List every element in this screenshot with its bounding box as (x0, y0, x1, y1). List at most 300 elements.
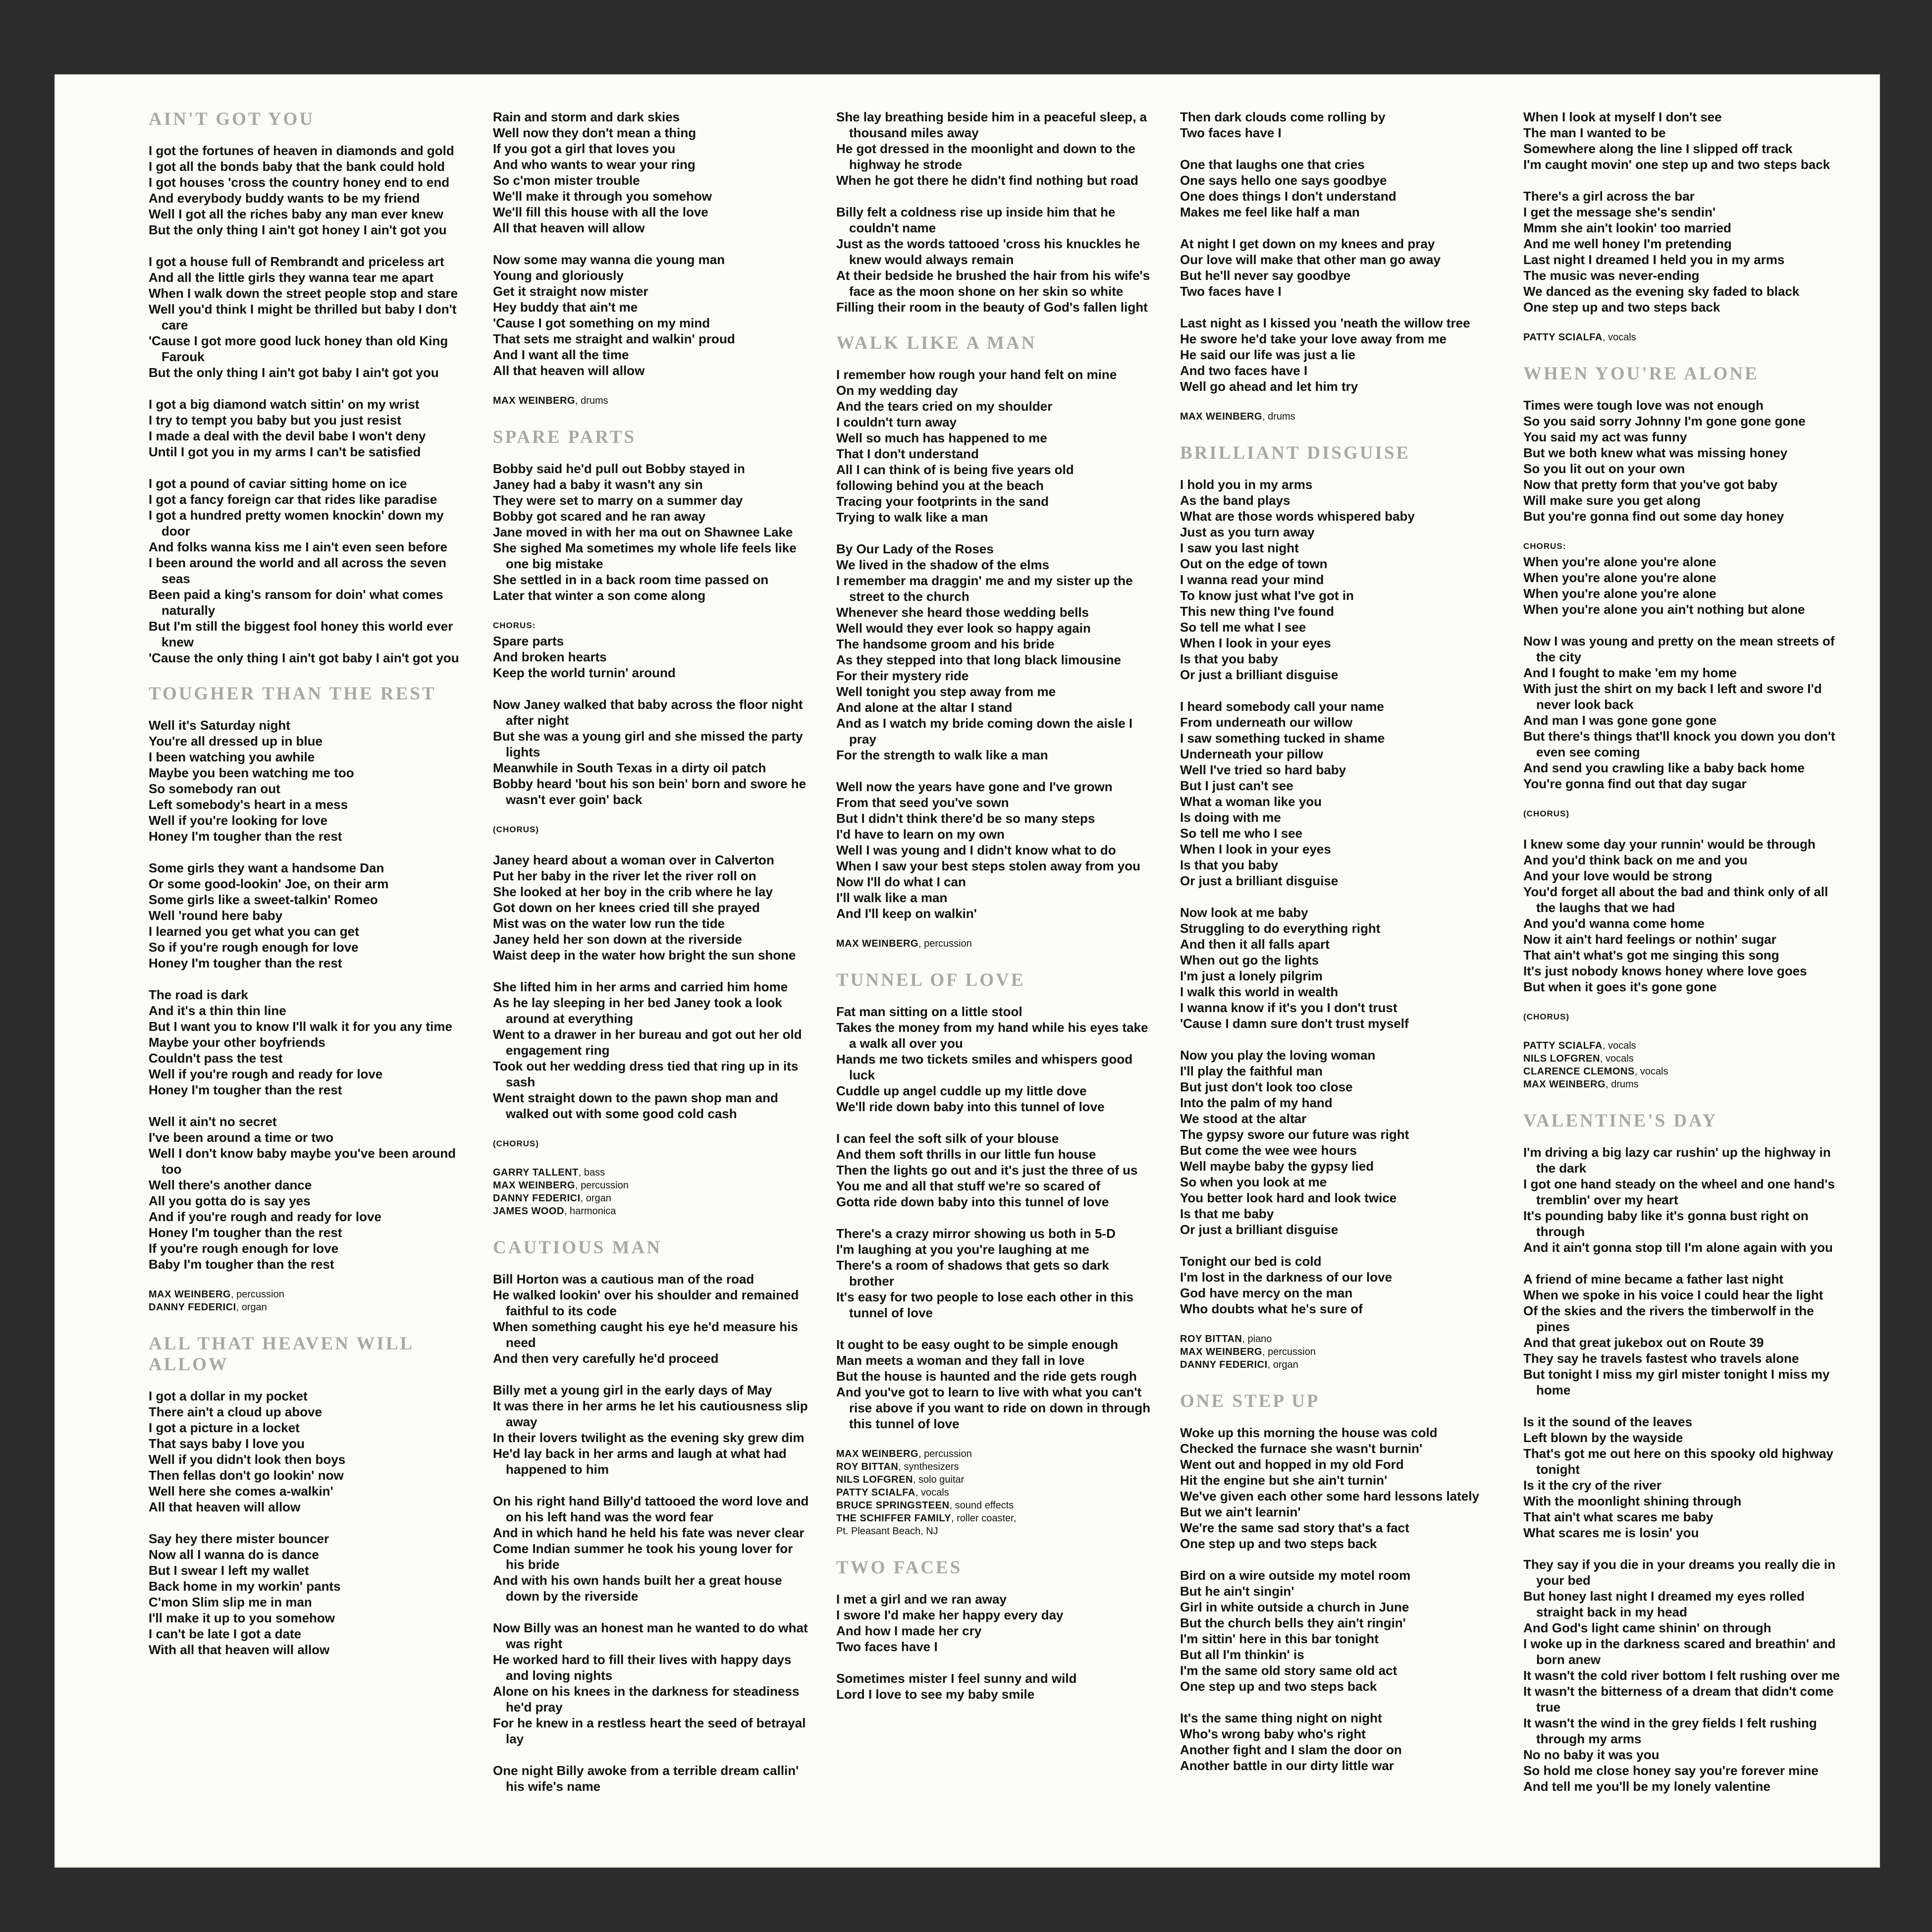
lyric-line: One step up and two steps back (1523, 300, 1720, 315)
lyric-line: I got a pound of caviar sitting home on ice (149, 476, 407, 491)
lyric-line: And alone at the altar I stand (836, 700, 1013, 715)
lyric-line: Underneath your pillow (1180, 747, 1323, 761)
credit-name: PATTY SCIALFA (1523, 332, 1603, 343)
lyric-line: And God's light came shinin' on through (1523, 1620, 1771, 1635)
lyric-line: And folks wanna kiss me I ain't even seen before (149, 539, 447, 554)
lyric-line: One night Billy awoke from a terrible dream callin' his wife's name (493, 1763, 799, 1794)
lyric-line: Well it's Saturday night (149, 718, 290, 733)
credit-line (1523, 331, 1840, 344)
song-block (149, 684, 466, 1314)
song-title: TWO FACES (836, 1557, 963, 1578)
lyric-line: Is doing with me (1180, 810, 1281, 825)
lyric-line: And broken hearts (493, 649, 607, 664)
lyric-line: Now some may wanna die young man (493, 252, 725, 267)
lyric-line: Filling their room in the beauty of God's fallen light (836, 300, 1148, 315)
lyric-line: I got a picture in a locket (149, 1420, 300, 1435)
lyric-line: Later that winter a son come along (493, 588, 706, 603)
lyric-line: To know just what I've got in (1180, 588, 1354, 603)
lyric-line: And as I watch my bride coming down the aisle I pray (836, 716, 1133, 747)
stanza (149, 1531, 466, 1658)
lyric-line: Two faces have I (836, 1639, 938, 1654)
lyric-line: But when it goes it's gone gone (1523, 979, 1717, 994)
stanza (1523, 188, 1840, 315)
stanza (1523, 397, 1840, 524)
credit-role: , drums (1606, 1079, 1639, 1090)
credit-role: , sound effects (949, 1500, 1014, 1511)
credit-line (493, 394, 810, 407)
credits (149, 1288, 466, 1314)
lyric-line: But he'll never say goodbye (1180, 268, 1351, 283)
credit-role: , roller coaster, (951, 1513, 1017, 1524)
lyric-line: When out go the lights (1180, 953, 1319, 967)
lyric-line: I can feel the soft silk of your blouse (836, 1131, 1059, 1146)
lyric-line: Now I was young and pretty on the mean streets of the city (1523, 634, 1835, 664)
lyric-line: By Our Lady of the Roses (836, 541, 994, 556)
lyric-line: Or just a brilliant disguise (1180, 1222, 1339, 1237)
lyric-line: Jane moved in with her ma out on Shawnee Lake (493, 525, 793, 539)
lyric-line: I've been around a time or two (149, 1130, 334, 1145)
lyric-line: But we ain't learnin' (1180, 1504, 1301, 1519)
lyric-line: I knew some day your runnin' would be through (1523, 837, 1816, 852)
lyric-line: Two faces have I (1180, 125, 1282, 140)
lyric-line: Girl in white outside a church in June (1180, 1600, 1409, 1614)
lyric-line: So somebody ran out (149, 781, 280, 796)
stanza (1180, 698, 1497, 889)
lyric-line: C'mon Slim slip me in man (149, 1595, 312, 1610)
stanza (1523, 633, 1840, 792)
lyric-line: Hands me two tickets smiles and whispers good luck (836, 1052, 1133, 1082)
lyric-line: Bobby said he'd pull out Bobby stayed in (493, 461, 745, 476)
lyric-line: I remember ma draggin' me and my sister up the street to the church (836, 573, 1133, 604)
lyric-line: She sighed Ma sometimes my whole life feels like one big mistake (493, 540, 797, 571)
song-block (149, 109, 466, 666)
lyric-line: That ain't what's got me singing this song (1523, 948, 1779, 963)
lyric-line: Well maybe baby the gypsy lied (1180, 1159, 1374, 1174)
stanza (1523, 1144, 1840, 1255)
song-block (1523, 109, 1840, 344)
credit-line (836, 1473, 1153, 1486)
lyric-line: They say if you die in your dreams you really die in your bed (1523, 1557, 1835, 1588)
lyric-line: Spare parts (493, 634, 564, 648)
lyric-line: It ought to be easy ought to be simple enough (836, 1337, 1119, 1352)
lyric-line: You better look hard and look twice (1180, 1190, 1397, 1205)
stanza (836, 1130, 1153, 1210)
credit-role: Pt. Pleasant Beach, NJ (836, 1526, 938, 1537)
song-title: SPARE PARTS (493, 427, 637, 447)
lyric-line: Sometimes mister I feel sunny and wild (836, 1671, 1077, 1686)
credit-name: MAX WEINBERG (836, 1449, 918, 1459)
lyric-line: Who doubts what he's sure of (1180, 1301, 1363, 1316)
lyric-line: I got all the bonds baby that the bank could hold (149, 159, 445, 174)
lyric-line: I got a house full of Rembrandt and priceless art (149, 254, 444, 269)
stanza (836, 1226, 1153, 1321)
lyric-line: I'm just a lonely pilgrim (1180, 968, 1323, 983)
lyric-line: I woke up in the darkness scared and breathin' and born anew (1523, 1636, 1836, 1667)
lyric-line: And two faces have I (1180, 363, 1308, 378)
lyric-line: Rain and storm and dark skies (493, 109, 680, 124)
stanza (149, 1388, 466, 1515)
lyric-line: From underneath our willow (1180, 715, 1353, 730)
column-4 (1180, 109, 1497, 1791)
lyric-line: She looked at her boy in the crib where he lay (493, 884, 773, 899)
credit-line (1180, 1345, 1497, 1358)
lyric-line: Our love will make that other man go away (1180, 252, 1441, 267)
lyric-line: Billy felt a coldness rise up inside him that he couldn't name (836, 205, 1116, 235)
stanza (149, 476, 466, 666)
lyric-line: Well if you're looking for love (149, 813, 328, 828)
song-block (1180, 443, 1497, 1371)
stanza (836, 1337, 1153, 1432)
lyric-line: It's pounding baby like it's gonna bust right on through (1523, 1208, 1809, 1239)
lyric-line: As he lay sleeping in her bed Janey took a look around at everything (493, 995, 782, 1026)
lyric-line: I met a girl and we ran away (836, 1592, 1007, 1607)
credits (836, 1448, 1153, 1538)
stanza (1523, 1414, 1840, 1541)
credit-name: NILS LOFGREN (836, 1474, 913, 1485)
lyric-line: Then the lights go out and it's just the three of us (836, 1163, 1138, 1178)
stanza (1180, 477, 1497, 683)
credit-role: , percussion (231, 1289, 284, 1300)
lyric-line: There's a crazy mirror showing us both in 5-D (836, 1226, 1116, 1241)
song-block (493, 109, 810, 407)
lyric-line: Well I was young and I didn't know what to do (836, 843, 1116, 858)
lyric-line: I heard somebody call your name (1180, 699, 1384, 714)
stanza (493, 1620, 810, 1747)
song-title: ALL THAT HEAVEN WILL ALLOW (149, 1334, 414, 1375)
stanza (493, 852, 810, 963)
lyric-line: Bird on a wire outside my motel room (1180, 1568, 1411, 1583)
lyric-line: A friend of mine became a father last night (1523, 1272, 1783, 1287)
stanza (836, 204, 1153, 315)
chorus-label: (CHORUS) (1523, 809, 1569, 818)
lyric-line: And send you crawling like a baby back home (1523, 760, 1805, 775)
stanza (836, 109, 1153, 188)
lyric-line: You said my act was funny (1523, 429, 1687, 444)
lyric-line: So when you look at me (1180, 1175, 1327, 1189)
lyric-line: And then it all falls apart (1180, 937, 1330, 952)
credit-role: , bass (578, 1167, 605, 1178)
lyric-line: The gypsy swore our future was right (1180, 1127, 1409, 1142)
lyric-line: With just the shirt on my back I left and swore I'd never look back (1523, 681, 1822, 712)
lyric-line: Now look at me baby (1180, 905, 1308, 920)
lyric-line: Is that you baby (1180, 651, 1278, 666)
lyric-line: And that great jukebox out on Route 39 (1523, 1335, 1764, 1350)
lyric-line: Waist deep in the water how bright the sun shone (493, 948, 796, 963)
lyric-line: 'Cause I damn sure don't trust myself (1180, 1016, 1409, 1031)
credit-role: , piano (1242, 1334, 1272, 1344)
credit-role: , vocals (1634, 1066, 1668, 1077)
lyric-line: And me well honey I'm pretending (1523, 236, 1732, 251)
lyric-line: Hit the engine but she ain't turnin' (1180, 1473, 1388, 1488)
stanza (1523, 807, 1840, 820)
lyric-line: You're gonna find out that day sugar (1523, 776, 1747, 791)
lyric-line: Young and gloriously (493, 268, 624, 283)
lyric-line: I been around the world and all across the seven seas (149, 555, 447, 586)
credit-role: , drums (1262, 411, 1295, 422)
lyric-line: Then dark clouds come rolling by (1180, 109, 1386, 124)
lyric-line: I can't be late I got a date (149, 1626, 302, 1641)
lyric-line: Keep the world turnin' around (493, 665, 676, 680)
credit-name: JAMES WOOD (493, 1206, 564, 1217)
lyric-line: Or just a brilliant disguise (1180, 873, 1339, 888)
lyric-line: Well if you didn't look then boys (149, 1452, 346, 1467)
stanza (836, 779, 1153, 921)
lyric-line: Makes me feel like half a man (1180, 205, 1360, 219)
lyric-line: Well there's another dance (149, 1178, 312, 1192)
stanza (1180, 236, 1497, 299)
stanza (493, 619, 810, 681)
lyric-line: One step up and two steps back (1180, 1679, 1377, 1694)
lyric-line: The handsome groom and his bride (836, 637, 1055, 651)
lyric-line: I swore I'd make her happy every day (836, 1608, 1064, 1622)
lyric-line: Went to a drawer in her bureau and got out her old engagement ring (493, 1027, 802, 1058)
lyric-line: And all the little girls they wanna tear me apart (149, 270, 434, 285)
lyric-line: Just as the words tattooed 'cross his knuckles he knew would always remain (836, 236, 1140, 267)
lyric-line: Honey I'm tougher than the rest (149, 1082, 342, 1097)
song-title: VALENTINE'S DAY (1523, 1111, 1718, 1131)
lyric-line: Honey I'm tougher than the rest (149, 956, 342, 970)
lyric-line: Now it ain't hard feelings or nothin' sugar (1523, 932, 1776, 947)
chorus-label: (CHORUS) (1523, 1012, 1569, 1021)
lyric-line: When he got there he didn't find nothing but road (836, 173, 1138, 188)
lyric-line: On my wedding day (836, 383, 958, 398)
lyric-line: Well here she comes a-walkin' (149, 1484, 333, 1499)
lyric-line: Well go ahead and let him try (1180, 379, 1358, 394)
song-title: CAUTIOUS MAN (493, 1237, 662, 1258)
lyric-line: We lived in the shadow of the elms (836, 557, 1050, 572)
lyric-line: When you're alone you're alone (1523, 586, 1717, 601)
lyric-line: That sets me straight and walkin' proud (493, 331, 735, 346)
stanza (149, 254, 466, 380)
song-block (836, 970, 1153, 1538)
lyric-line: I'm laughing at you you're laughing at me (836, 1242, 1089, 1257)
lyric-line: I'd have to learn on my own (836, 827, 1005, 842)
song-block (836, 109, 1153, 315)
song-block (1180, 109, 1497, 423)
lyric-line: With all that heaven will allow (149, 1642, 330, 1657)
lyric-line: Come Indian summer he took his young lover for his bride (493, 1541, 793, 1572)
credit-role: , organ (580, 1193, 611, 1204)
credit-name: GARRY TALLENT (493, 1167, 579, 1178)
credit-role: , vocals (1600, 1053, 1634, 1064)
lyric-line: I saw something tucked in shame (1180, 731, 1385, 746)
credits (493, 394, 810, 407)
lyric-line: I'm sittin' here in this bar tonight (1180, 1631, 1379, 1646)
lyric-line: Takes the money from my hand while his eyes take a walk all over you (836, 1020, 1148, 1051)
stanza (493, 979, 810, 1122)
lyric-line: Mist was on the water low run the tide (493, 916, 725, 931)
stanza (1180, 1047, 1497, 1237)
song-block (836, 1557, 1153, 1702)
lyric-line: She lifted him in her arms and carried him home (493, 979, 788, 994)
lyric-line: I made a deal with the devil babe I won't deny (149, 429, 426, 443)
lyric-line: But the only thing I ain't got honey I ain't got you (149, 222, 447, 237)
credit-role: , organ (1267, 1359, 1298, 1370)
stanza (1180, 1567, 1497, 1694)
lyric-line: Well you'd think I might be thrilled but baby I don't care (149, 302, 457, 332)
lyric-line: Been paid a king's ransom for doin' what comes naturally (149, 587, 443, 618)
credit-name: NILS LOFGREN (1523, 1053, 1600, 1064)
lyric-line: There ain't a cloud up above (149, 1404, 322, 1419)
lyric-line: That I don't understand (836, 446, 979, 461)
chorus-label: (CHORUS) (493, 1139, 539, 1148)
credit-role: , vocals (1602, 332, 1636, 343)
lyric-line: She settled in in a back room time passed on (493, 572, 769, 587)
lyric-line: There's a girl across the bar (1523, 189, 1695, 204)
lyric-line: So hold me close honey say you're forever mine (1523, 1763, 1819, 1778)
lyric-line: And with his own hands built her a great house down by the riverside (493, 1573, 782, 1604)
stanza (149, 717, 466, 844)
stanza (1523, 1011, 1840, 1023)
song-title: WALK LIKE A MAN (836, 333, 1037, 353)
lyric-line: But you're gonna find out some day honey (1523, 509, 1784, 524)
credit-line (493, 1205, 810, 1218)
lyric-line: I get the message she's sendin' (1523, 205, 1716, 219)
lyric-line: As the band plays (1180, 493, 1290, 508)
credit-line (149, 1288, 466, 1301)
lyric-line: If you're rough enough for love (149, 1241, 339, 1256)
lyric-line: Or some good-lookin' Joe, on their arm (149, 876, 389, 891)
song-title: TUNNEL OF LOVE (836, 970, 1025, 990)
lyric-line: 'Cause I got something on my mind (493, 316, 710, 330)
lyric-line: 'Cause the only thing I ain't got baby I ain't got you (149, 650, 459, 665)
lyric-line: And your love would be strong (1523, 868, 1713, 883)
lyric-line: I couldn't turn away (836, 415, 957, 429)
lyric-line: I remember how rough your hand felt on mine (836, 367, 1117, 382)
stanza (1180, 157, 1497, 220)
lyric-line: But the house is haunted and the ride gets rough (836, 1369, 1137, 1384)
lyric-line: So tell me who I see (1180, 826, 1303, 841)
lyric-line: As they stepped into that long black limousine (836, 652, 1121, 667)
lyric-line: This new thing I've found (1180, 604, 1334, 619)
stanza (1523, 109, 1840, 172)
lyric-line: Well now they don't mean a thing (493, 125, 697, 140)
lyric-line: He'd lay back in her arms and laugh at what had happened to him (493, 1446, 787, 1477)
lyric-line: Now I'll do what I can (836, 874, 966, 889)
lyric-line: Trying to walk like a man (836, 510, 988, 525)
lyric-line: I try to tempt you baby but you just resist (149, 413, 401, 428)
lyric-line: Now that pretty form that you've got baby (1523, 477, 1778, 492)
lyric-line: When I look in your eyes (1180, 636, 1331, 650)
lyric-line: You me and all that stuff we're so scared of (836, 1179, 1101, 1193)
lyric-line: And you'd wanna come home (1523, 916, 1705, 931)
stanza (493, 461, 810, 603)
lyric-line: Tracing your footprints in the sand (836, 494, 1049, 509)
lyric-line: He said our life was just a lie (1180, 347, 1356, 362)
lyric-line: If you got a girl that loves you (493, 141, 676, 156)
lyric-line: One says hello one says goodbye (1180, 173, 1387, 188)
lyric-line: But honey last night I dreamed my eyes rolled straight back in my head (1523, 1589, 1805, 1619)
lyric-line: With the moonlight shining through (1523, 1494, 1742, 1508)
stanza (1180, 905, 1497, 1031)
lyric-line: And if you're rough and ready for love (149, 1209, 381, 1224)
lyric-line: Or just a brilliant disguise (1180, 667, 1339, 682)
lyric-line: What a woman like you (1180, 794, 1322, 809)
lyric-line: God have mercy on the man (1180, 1286, 1353, 1300)
lyric-line: But there's things that'll knock you down you don't even see coming (1523, 729, 1835, 759)
stanza (149, 396, 466, 460)
lyric-line: I got a dollar in my pocket (149, 1389, 308, 1403)
lyric-line: And how I made her cry (836, 1623, 982, 1638)
credit-line (1523, 1078, 1840, 1091)
lyric-line: Couldn't pass the test (149, 1051, 283, 1066)
lyric-line: Woke up this morning the house was cold (1180, 1425, 1438, 1440)
lyric-line: Will make sure you get along (1523, 493, 1701, 508)
lyric-line: And it's a thin thin line (149, 1003, 286, 1018)
credit-line (493, 1166, 810, 1179)
credit-name: DANNY FEDERICI (493, 1193, 581, 1204)
lyric-line: Bill Horton was a cautious man of the road (493, 1272, 754, 1287)
credit-line (1523, 1052, 1840, 1065)
lyric-line: Left blown by the wayside (1523, 1430, 1683, 1445)
lyric-line: We've given each other some hard lessons lately (1180, 1489, 1479, 1503)
lyric-line: All that heaven will allow (493, 363, 645, 378)
lyric-line: Well tonight you step away from me (836, 684, 1056, 699)
lyric-line: And you'd think back on me and you (1523, 853, 1748, 867)
credit-name: THE SCHIFFER FAMILY (836, 1513, 952, 1524)
lyric-line: Times were tough love was not enough (1523, 398, 1764, 413)
lyric-line: I got a big diamond watch sittin' on my wrist (149, 397, 420, 412)
lyric-line: All you gotta do is say yes (149, 1193, 311, 1208)
lyric-line: Is that me baby (1180, 1206, 1274, 1221)
credit-line (836, 937, 1153, 950)
credit-role: , percussion (918, 1449, 972, 1459)
lyric-line: But she was a young girl and she missed the party lights (493, 729, 803, 759)
credit-line (836, 1448, 1153, 1460)
lyric-line: What scares me is losin' you (1523, 1525, 1699, 1540)
credit-line (1523, 1039, 1840, 1052)
lyric-line: He swore he'd take your love away from me (1180, 331, 1447, 346)
stanza (493, 1271, 810, 1366)
lyric-line: Is it the cry of the river (1523, 1478, 1662, 1493)
lyric-line: All that heaven will allow (149, 1500, 301, 1514)
lyric-line: No no baby it was you (1523, 1747, 1660, 1762)
lyric-line: I saw you last night (1180, 540, 1299, 555)
lyric-line: When you're alone you're alone (1523, 554, 1717, 569)
stanza (1180, 1710, 1497, 1773)
lyric-line: Now Janey walked that baby across the floor night after night (493, 697, 803, 728)
lyric-line: Janey held her son down at the riverside (493, 932, 742, 947)
lyric-line: Honey I'm tougher than the rest (149, 1225, 342, 1240)
stanza (836, 1004, 1153, 1115)
credit-name: MAX WEINBERG (1180, 1346, 1262, 1357)
lyric-line: Put her baby in the river let the river roll on (493, 868, 756, 883)
lyric-line: Of the skies and the rivers the timberwolf in the pines (1523, 1303, 1814, 1334)
lyric-line: Went out and hopped in my old Ford (1180, 1457, 1404, 1472)
lyric-line: When we spoke in his voice I could hear the light (1523, 1288, 1824, 1302)
lyric-line: It's easy for two people to lose each other in this tunnel of love (836, 1289, 1133, 1320)
lyric-line: You'd forget all about the bad and think only of all the laughs that we had (1523, 884, 1828, 915)
lyric-line: At their bedside he brushed the hair from his wife's face as the moon shone on her skin so white (836, 268, 1150, 299)
lyric-line: When you're alone you ain't nothing but alone (1523, 602, 1805, 617)
lyric-line: When I walk down the street people stop and stare (149, 286, 458, 301)
lyric-line: So c'mon mister trouble (493, 173, 640, 188)
lyric-line: It wasn't the cold river bottom I felt rushing over me (1523, 1668, 1840, 1683)
lyric-line: Alone on his knees in the darkness for steadiness he'd pray (493, 1684, 800, 1715)
stanza (836, 367, 1153, 525)
lyric-line: Well if you're rough and ready for love (149, 1067, 383, 1081)
lyric-line: I got one hand steady on the wheel and one hand's tremblin' over my heart (1523, 1177, 1835, 1207)
chorus-label: CHORUS: (493, 621, 536, 630)
lyric-line: But the only thing I ain't got baby I ain't got you (149, 365, 439, 380)
lyric-line: I got a fancy foreign car that rides like paradise (149, 492, 437, 507)
credit-role: , percussion (1262, 1346, 1316, 1357)
lyric-line: We danced as the evening sky faded to black (1523, 284, 1800, 299)
lyric-line: Well 'round here baby (149, 908, 283, 923)
stanza (493, 1137, 810, 1150)
credit-role: , vocals (1602, 1040, 1636, 1051)
lyric-line: Well so much has happened to me (836, 430, 1047, 445)
